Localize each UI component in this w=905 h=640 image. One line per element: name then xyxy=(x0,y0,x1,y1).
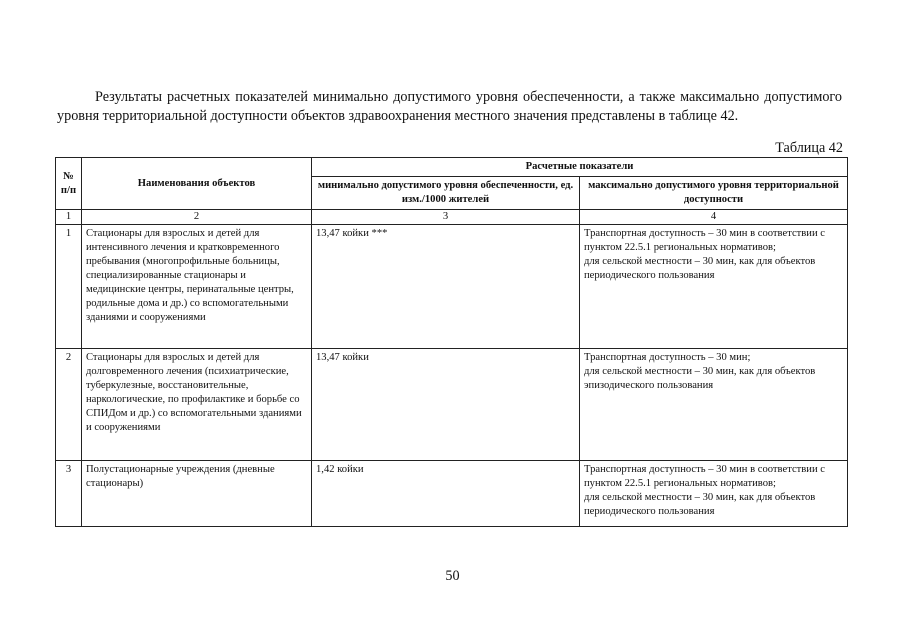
header-min-level: минимально допустимого уровня обеспеченности, ед. изм./1000 жителей xyxy=(312,177,580,210)
header-group: Расчетные показатели xyxy=(312,158,848,177)
object-name: Стационары для взрослых и детей для интенсивного лечения и кратковременного пребывания (многопрофильные больницы, специализированные стационары и медицинские центры, перинатальные центры, родильные дома и др.) со вспомогательными зданиями и сооружениями xyxy=(82,225,312,349)
column-number-cell: 1 xyxy=(56,210,82,225)
object-name: Полустационарные учреждения (дневные стационары) xyxy=(82,461,312,527)
intro-paragraph: Результаты расчетных показателей минимально допустимого уровня обеспеченности, а также максимально допустимого уровня территориальной доступности объектов здравоохранения местного значения представлены в таблице 42. xyxy=(57,89,842,124)
page-number: 50 xyxy=(445,568,460,584)
min-level-value: 1,42 койки xyxy=(312,461,580,527)
column-number-cell: 2 xyxy=(82,210,312,225)
row-number: 2 xyxy=(56,349,82,461)
row-number: 1 xyxy=(56,225,82,349)
table-header-row-1 xyxy=(56,158,848,177)
table-caption: Таблица 42 xyxy=(775,140,843,156)
row-number: 3 xyxy=(56,461,82,527)
table-row xyxy=(56,349,848,461)
column-number-cell: 3 xyxy=(312,210,580,225)
object-name: Стационары для взрослых и детей для долговременного лечения (психиатрические, туберкулезные, восстановительные, наркологические, по профилактике и борьбе со СПИДом и др.) со вспомогательными зданиями и сооружениями xyxy=(82,349,312,461)
indicators-table xyxy=(55,157,848,527)
min-level-value: 13,47 койки xyxy=(312,349,580,461)
table-row xyxy=(56,225,848,349)
column-number-cell: 4 xyxy=(580,210,848,225)
column-number-row xyxy=(56,210,848,225)
table-row xyxy=(56,461,848,527)
max-access-value: Транспортная доступность – 30 мин в соответствии с пунктом 22.5.1 региональных нормативов; для сельской местности – 30 мин, как для объектов периодического пользования xyxy=(580,461,848,527)
max-access-value: Транспортная доступность – 30 мин; для сельской местности – 30 мин, как для объектов эпизодического пользования xyxy=(580,349,848,461)
header-name: Наименования объектов xyxy=(82,158,312,210)
header-num: № п/п xyxy=(56,158,82,210)
min-level-value: 13,47 койки *** xyxy=(312,225,580,349)
header-max-access: максимально допустимого уровня территориальной доступности xyxy=(580,177,848,210)
max-access-value: Транспортная доступность – 30 мин в соответствии с пунктом 22.5.1 региональных нормативов; для сельской местности – 30 мин, как для объектов периодического пользования xyxy=(580,225,848,349)
